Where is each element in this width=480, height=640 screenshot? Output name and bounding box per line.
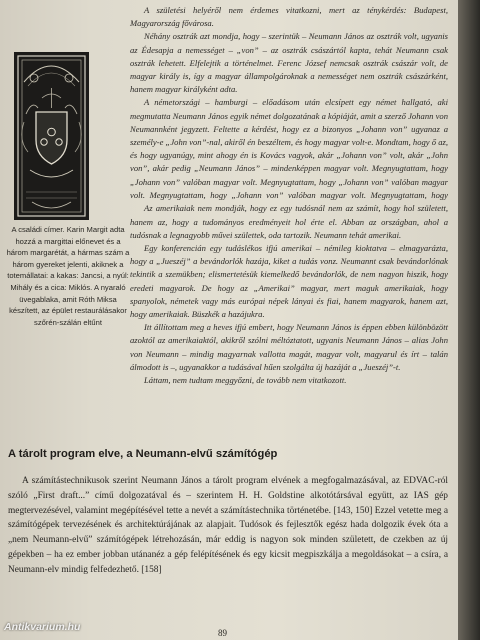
paragraph: A németországi – hamburgi – előadásom után elcsípett egy német hallgató, aki megmutatta Neumann János egyik német dolgozatának a kópiáját, amit a szerző Johann von Neumannként jegyzett. Feltette a kérdést, hogy ez a bizonyos „Johann von” ugyanaz a személy-e „John von”-nal, akiről én beszéltem, és hogy magyar volt-e. Mondtam, hogy ő az, és hogy ugyanúgy, mint ahogy én is Kovács vagyok, akár „Johann von” volt, akár „John von”, akár pedig „Neumann János” – mindenképpen magyar volt. Megnyugtattam, hogy „Johann von” valóban magyar volt. Megnyugtattam, hogy „Johann von” valóban magyar volt. Megnyugtattam, hogy „Johann von” valóban magyar volt. Megnyugtattam, hogy bbox=[130, 97, 448, 200]
paragraph: A születési helyéről nem érdemes vitatkozni, mert az ténykérdés: Budapest, Magyarország fővárosa. bbox=[130, 5, 448, 29]
stained-glass-coat-of-arms-image bbox=[14, 52, 89, 220]
paragraph: Láttam, nem tudtam meggyőzni, de tovább nem vitatkozott. bbox=[144, 375, 347, 386]
page-number: 89 bbox=[218, 628, 227, 638]
paragraph: Az amerikaiak nem mondják, hogy ez egy tudósnál nem az számít, hogy hol született, hanem az, hogy a tudományos eredményeit hol érte el. Abban az országban, ahol a tudósnak a legnagyobb művei születtek, oda tartozik. Neumann tehát amerikai. bbox=[130, 203, 448, 240]
paragraph: Egy konferencián egy tudáslékos ifjú amerikai – némileg kioktatva – elmagyarázta, hogy a „Jueszéj” a bevándorlók hazája, kiket a tudás vonz. Neumannt csak bevándorlónak tekintik a szemükben; elismertetésük kiemelkedő bevándorlók, de nem nagyon hiszik, hogy eredeti magyarok. De hogy az „Amerikai” magyar, mert maguk amerikaiak, hogy spanyolok, németek vagy más európai népek lányai és fiai, hanem magyarok, hanem azt, hogy amerikaiak. Büszkék a hazájukra. bbox=[130, 243, 448, 320]
watermark: Antikvarium.hu bbox=[4, 621, 81, 633]
italic-text-column bbox=[130, 4, 448, 387]
paragraph: Néhány osztrák azt mondja, hogy – szerintük – Neumann János az osztrák volt, ugyanis az Édesapja a nemességet – „von” – az osztrák császártól kapta, tehát Neumann csak osztrák lehetett. Elfelejtik a történelmet. Ferenc József nemcsak osztrák császár volt, de magyar király is, így a magyar állampolgároknak a nemességet nem osztrák császárként, hanem magyar királyként adta. bbox=[130, 31, 448, 95]
book-binding-shadow bbox=[458, 0, 480, 640]
figure-caption: A családi címer. Karin Margit adta hozzá a margittai előnevet és a három margarétát, a hármas szám a három gyereket jelenti, akiknek a totemállatai: a kakas: Jancsi, a nyúl: Mihály és a cica: Miklós. A nyaraló üvegablaka, amit Róth Miksa készített, az épület restaurálásakor szőrén-szálán eltűnt bbox=[6, 225, 130, 327]
section-heading: A tárolt program elve, a Neumann-elvű számítógép bbox=[8, 448, 278, 460]
paragraph: A számítástechnikusok szerint Neumann János a tárolt program elvének a megfogalmazásával, az EDVAC-ról szóló „First draft...” című dolgozatával és – szerintem H. H. Goldstine alkotótársával együtt, az IAS gép megtervezésével, valamint megépítésével tette a nevét a számítástechnika történetébe. [143, 150] Ezzel vetette meg a számítógépek tervezésének és architektúrájának az alapjait. Tudósok és fejlesztők egész hada dolgozik évek óta a „nem Neumann-elvű” számítógépek létrehozásán, már eddig is nagyon sok minden született, de czekben az új gépekben – ha ez ember jobban utánanéz a gép felépítésének és egy kicsit megpiszkálja a megoldásokat – a csíra, a Neumann-elv mindig felfedezhető. [158] bbox=[8, 476, 448, 575]
paragraph: Itt állítottam meg a heves ifjú embert, hogy Neumann János is éppen ebben különbözött azoktól az amerikaiaktól, akikről szólni méltóztatott, ugyanis Neumann János – alias John von Neumann – mindig magyarnak vallotta magát, magyar volt, magyarul és írt – talán álmodott is –, ugyanakkor a tudásával hűen szolgálta új hazáját a „Jueszéj”-t. bbox=[130, 322, 448, 372]
section-body bbox=[8, 474, 448, 578]
